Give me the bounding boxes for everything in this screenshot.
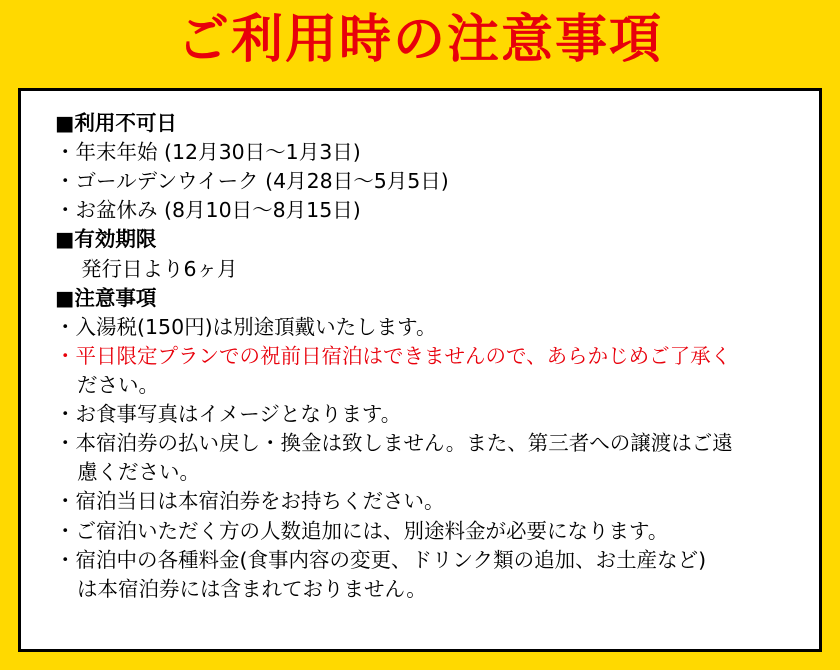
notice-line: ■注意事項 — [55, 285, 157, 310]
notice-line: ださい。 — [77, 372, 159, 397]
notice-line: ・ご宿泊いただく方の人数追加には、別途料金が必要になります。 — [55, 518, 669, 543]
notice-list — [21, 91, 819, 614]
notice-line: 発行日より6ヶ月 — [81, 256, 238, 281]
notice-card — [18, 88, 822, 652]
notice-line: ・本宿泊券の払い戻し・換金は致しません。また、第三者への譲渡はご遠 — [55, 431, 733, 456]
notice-line: ・宿泊中の各種料金(食事内容の変更、ドリンク類の追加、お土産など) — [55, 547, 707, 572]
page-title: ご利用時の注意事項 — [176, 10, 663, 70]
notice-line: ・平日限定プランでの祝前日宿泊はできませんので、あらかじめご了承く — [55, 343, 732, 368]
notice-line: は本宿泊券には含まれておりません。 — [77, 576, 427, 601]
notice-line: ■有効期限 — [55, 227, 157, 252]
notice-line: ・年末年始 (12月30日〜1月3日) — [55, 140, 361, 165]
notice-line: ・お盆休み (8月10日〜8月15日) — [55, 198, 361, 223]
notice-line: ・入湯税(150円)は別途頂戴いたします。 — [55, 314, 437, 339]
notice-line: ■利用不可日 — [55, 111, 177, 135]
notice-line: ・ゴールデンウイーク (4月28日〜5月5日) — [55, 169, 449, 194]
notice-line: ・お食事写真はイメージとなります。 — [55, 402, 402, 427]
notice-line: 慮ください。 — [77, 460, 200, 485]
notice-line: ・宿泊当日は本宿泊券をお持ちください。 — [55, 489, 445, 514]
